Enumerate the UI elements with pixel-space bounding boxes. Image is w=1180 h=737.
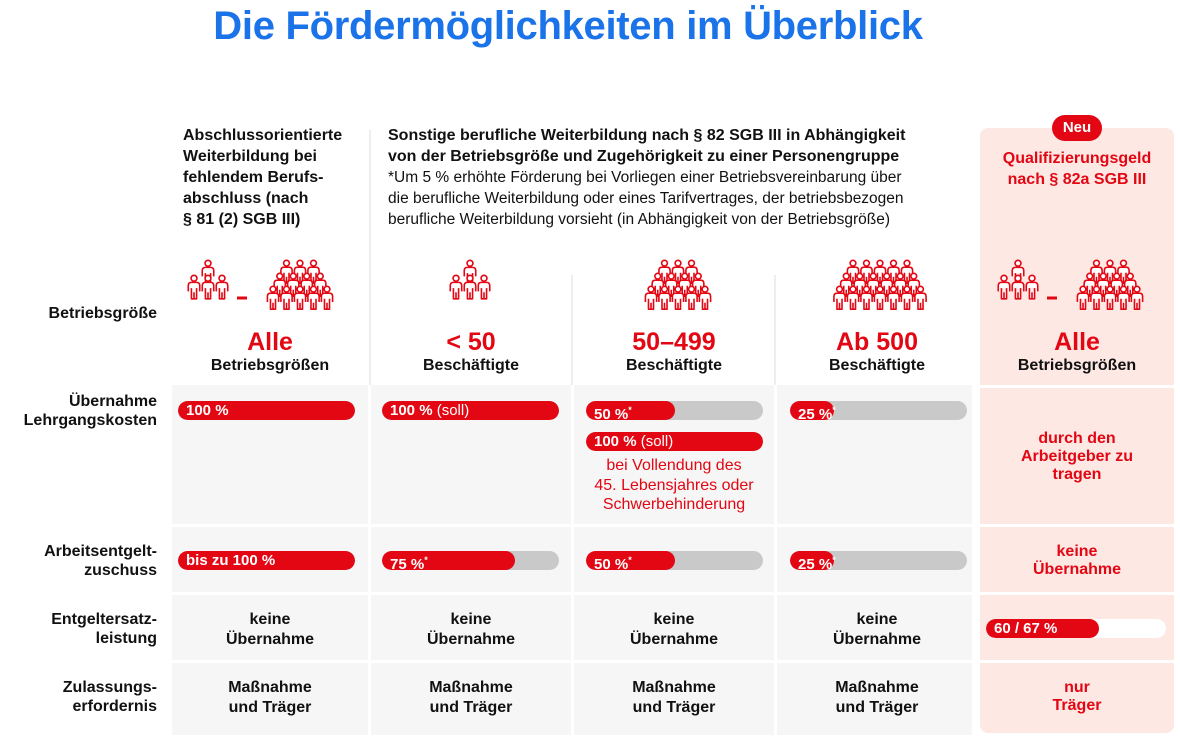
col1-header <box>183 125 363 230</box>
cell-line: Übernahme <box>1032 561 1122 578</box>
col1-header-line: abschluss (nach <box>183 190 309 207</box>
cell-line: Übernahme <box>629 631 719 648</box>
col1-header-line: Abschlussorientierte <box>183 127 343 144</box>
bar-label: 100 % <box>186 402 229 419</box>
entgeltersatz-col2 <box>371 610 571 650</box>
bar-label: 50 % <box>594 556 629 570</box>
bar-label-suffix: (soll) <box>636 433 674 450</box>
bar-label: 60 / 67 % <box>994 620 1058 637</box>
row-label-text: Arbeitsentgelt- <box>44 543 157 560</box>
col5-header-line: nach § 82a SGB III <box>1007 171 1147 188</box>
row-divider <box>980 385 1174 388</box>
cell-line: durch den <box>1038 430 1116 447</box>
size-big-label: 50–499 <box>632 328 716 356</box>
bar-label: 25 % <box>798 556 833 570</box>
bar-fill <box>586 401 675 420</box>
person-icon <box>998 275 1009 298</box>
row-label-text: erfordernis <box>72 698 157 715</box>
bar-fill <box>178 551 355 570</box>
size-cell-1 <box>172 328 368 376</box>
col2-header-bold: von der Betriebsgröße und Zugehörigkeit zu einer Personengruppe <box>388 148 900 165</box>
cell-line: Maßnahme <box>632 679 716 696</box>
neu-badge: Neu <box>1052 115 1102 141</box>
row-label-text: Entgeltersatz- <box>51 611 157 628</box>
row-label-betriebsgroesse <box>0 304 157 323</box>
bar-fill <box>382 401 559 420</box>
size-sub-label: Beschäftigte <box>422 357 520 374</box>
size-cell-4 <box>777 328 977 376</box>
row-divider <box>172 592 1174 595</box>
zulassung-col2 <box>371 678 571 718</box>
cell-line: tragen <box>1052 466 1102 483</box>
lehrgang-bar-col4 <box>790 401 967 420</box>
bar-fill <box>790 551 834 570</box>
entgeltersatz-col1 <box>172 610 368 650</box>
lehrgang-bar-col2 <box>382 401 559 420</box>
cell-line: Träger <box>1052 697 1102 714</box>
person-icon <box>202 275 213 298</box>
col2-header-note: berufliche Weiterbildung vorsieht (in Abhängigkeit von der Betriebsgröße) <box>388 211 891 228</box>
size-cell-5 <box>980 328 1174 376</box>
bar-label: bis zu 100 % <box>186 552 276 569</box>
column-divider <box>571 275 573 385</box>
row-label-arbeitsentgelt <box>0 542 157 580</box>
bar-fill <box>178 401 355 420</box>
page-title: Die Fördermöglichkeiten im Überblick <box>213 4 923 48</box>
cell-line: keine <box>249 611 291 628</box>
lehrgang-bar-col3 <box>586 401 763 420</box>
bar-label: 25 % <box>798 406 833 420</box>
size-sub-label: Beschäftigte <box>625 357 723 374</box>
note-line: Schwerbehinderung <box>602 496 746 513</box>
bar-fill <box>986 619 1099 638</box>
arbeitsentgelt-bar-col1 <box>178 551 355 570</box>
bar-label: 50 % <box>594 406 629 420</box>
bar-fill <box>586 432 763 451</box>
size-cell-3 <box>574 328 774 376</box>
lehrgang-col5 <box>980 430 1174 484</box>
cell-line: Maßnahme <box>835 679 919 696</box>
person-icon <box>1012 275 1023 298</box>
people-group-small-icon <box>430 258 510 320</box>
bar-label: 75 % <box>390 556 425 570</box>
cell-line: und Träger <box>228 699 312 716</box>
row-label-text: Zulassungs- <box>62 679 157 696</box>
people-group-range-icon <box>182 258 357 320</box>
arbeitsentgelt-bar-col2 <box>382 551 559 570</box>
row-label-entgeltersatz <box>0 610 157 648</box>
row-divider <box>172 660 1174 663</box>
cell-line: Maßnahme <box>429 679 513 696</box>
arbeitsentgelt-bar-col3 <box>586 551 763 570</box>
col1-header-line: Weiterbildung bei <box>183 148 317 165</box>
size-big-label: Alle <box>247 328 293 356</box>
cell-line: und Träger <box>429 699 513 716</box>
cell-line: keine <box>450 611 492 628</box>
zulassung-col3 <box>574 678 774 718</box>
arbeitsentgelt-col5 <box>980 543 1174 579</box>
bar-fill <box>382 551 515 570</box>
people-group-large-icon <box>820 258 940 320</box>
zulassung-col4 <box>777 678 977 718</box>
person-icon <box>1026 275 1037 298</box>
lehrgang-bar-col3-extra <box>586 432 763 451</box>
entgeltersatz-col3 <box>574 610 774 650</box>
cell-line: und Träger <box>632 699 716 716</box>
person-icon <box>450 275 461 298</box>
cell-line: Arbeitgeber zu <box>1020 448 1133 465</box>
row-label-text: Übernahme <box>68 393 157 410</box>
bar-star: * <box>628 555 632 565</box>
col2-header-bold: Sonstige berufliche Weiterbildung nach § 82 SGB III in Abhängigkeit <box>388 127 906 144</box>
size-sub-label: Beschäftigte <box>828 357 926 374</box>
entgeltersatz-col4 <box>777 610 977 650</box>
col2-header-note: die berufliche Weiterbildung oder eines Tarifvertrages, der betriebsbezogen <box>388 190 904 207</box>
row-label-text: leistung <box>95 630 157 647</box>
col1-header-line: § 81 (2) SGB III) <box>183 211 301 228</box>
zulassung-col1 <box>172 678 368 718</box>
size-big-label: Alle <box>1054 328 1100 356</box>
cell-line: Maßnahme <box>228 679 312 696</box>
cell-line: Übernahme <box>832 631 922 648</box>
size-cell-2 <box>371 328 571 376</box>
person-icon <box>188 275 199 298</box>
size-sub-label: Betriebsgrößen <box>1017 357 1137 374</box>
lehrgang-bar-col1 <box>178 401 355 420</box>
cell-line: nur <box>1064 679 1090 696</box>
row-label-text: Lehrgangskosten <box>23 412 157 429</box>
bar-fill <box>586 551 675 570</box>
zulassung-col5 <box>980 679 1174 715</box>
bar-star: * <box>628 405 632 415</box>
people-group-medium-icon <box>628 258 728 320</box>
bar-label: 100 % <box>594 433 637 450</box>
row-label-lehrgangskosten <box>0 392 157 430</box>
size-sub-label: Betriebsgrößen <box>210 357 330 374</box>
size-big-label: < 50 <box>446 328 496 356</box>
col5-header <box>980 148 1174 190</box>
row-label-zulassung <box>0 678 157 716</box>
cell-line: Übernahme <box>426 631 516 648</box>
bar-label: 100 % <box>390 402 433 419</box>
arbeitsentgelt-bar-col4 <box>790 551 967 570</box>
row-label-text: Betriebsgröße <box>48 305 157 322</box>
size-big-label: Ab 500 <box>836 328 918 356</box>
cell-line: keine <box>653 611 695 628</box>
col1-header-line: fehlendem Berufs- <box>183 169 324 186</box>
col5-header-line: Qualifizierungsgeld <box>1002 150 1152 167</box>
row-label-text: zuschuss <box>84 562 157 579</box>
bar-star: * <box>832 555 836 565</box>
person-icon <box>478 275 489 298</box>
bar-label-suffix: (soll) <box>432 402 470 419</box>
people-group-range-icon <box>992 258 1167 320</box>
col2-header <box>388 125 973 230</box>
cell-line: Übernahme <box>225 631 315 648</box>
bar-star: * <box>832 405 836 415</box>
column-divider <box>774 275 776 385</box>
cell-line: und Träger <box>835 699 919 716</box>
entgeltersatz-bar-col5 <box>986 619 1166 638</box>
col2-header-note: *Um 5 % erhöhte Förderung bei Vorliegen einer Betriebsvereinbarung über <box>388 169 902 186</box>
person-icon <box>216 275 227 298</box>
lehrgang-col3-note <box>574 456 774 515</box>
row-divider <box>172 524 1174 527</box>
person-icon <box>464 275 475 298</box>
cell-line: keine <box>856 611 898 628</box>
cell-line: keine <box>1056 543 1098 560</box>
bar-star: * <box>424 555 428 565</box>
bar-fill <box>790 401 834 420</box>
note-line: 45. Lebensjahres oder <box>594 476 754 494</box>
note-line: bei Vollendung des <box>606 457 742 474</box>
